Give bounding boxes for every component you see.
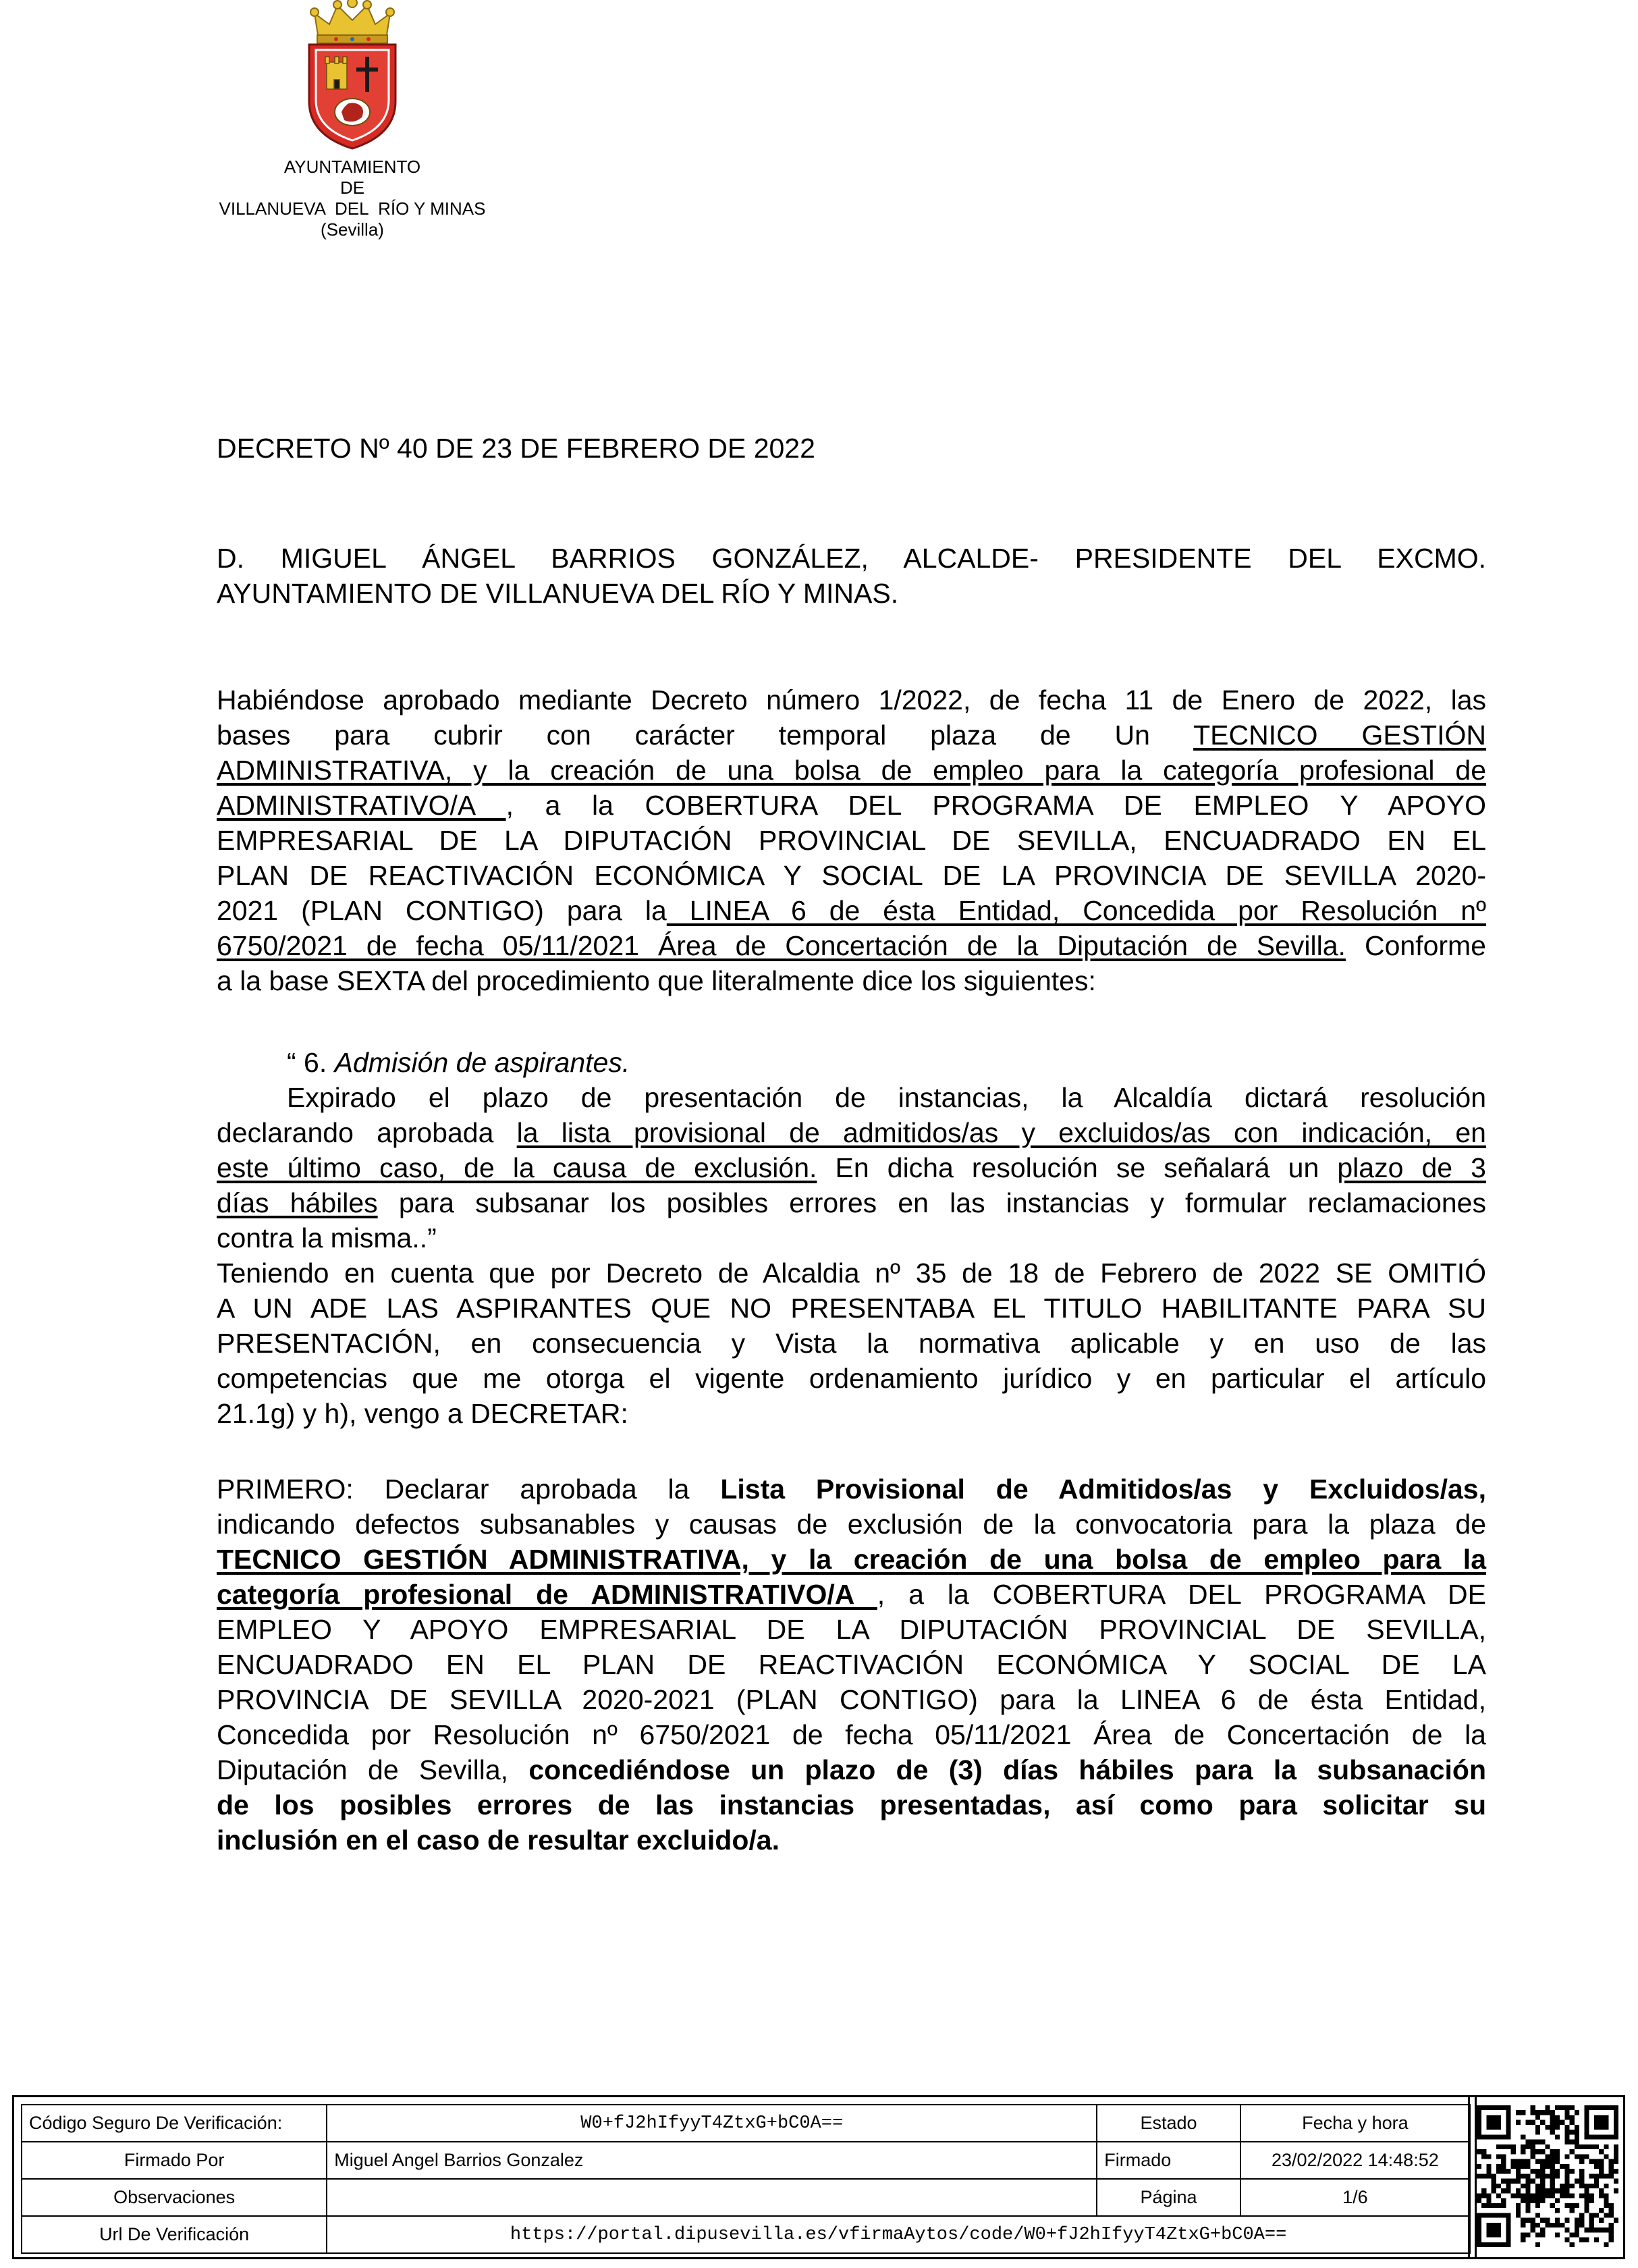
underlined-text: este último caso, de la causa de exclusión. bbox=[217, 1152, 817, 1183]
datetime-label: Fecha y hora bbox=[1240, 2105, 1470, 2142]
qr-code-box bbox=[1468, 2095, 1625, 2259]
paragraph-line: inclusión en el caso de resultar excluido/a. bbox=[217, 1825, 780, 1856]
paragraph-line: TECNICO GESTIÓN ADMINISTRATIVA, y la creación de una bolsa de empleo para la bbox=[217, 1544, 1486, 1575]
bold-underlined-text: categoría profesional de ADMINISTRATIVO/A bbox=[217, 1579, 877, 1610]
text-run: “ 6. bbox=[287, 1047, 335, 1078]
org-line: DE bbox=[339, 178, 365, 198]
table-row bbox=[22, 2216, 1470, 2253]
paragraph-line bbox=[217, 788, 1486, 823]
status-label: Estado bbox=[1097, 2105, 1240, 2142]
issuer-line: AYUNTAMIENTO DE VILLANUEVA DEL RÍO Y MINAS. bbox=[217, 578, 899, 609]
underlined-text: LINEA 6 de ésta Entidad, Concedida por Resolución nº bbox=[666, 895, 1486, 926]
bold-text: concediéndose un plazo de (3) días hábiles para la subsanación bbox=[528, 1754, 1486, 1785]
underlined-text: 6750/2021 de fecha 05/11/2021 Área de Concertación de la Diputación de Sevilla. bbox=[217, 930, 1346, 961]
org-line: (Sevilla) bbox=[321, 219, 384, 240]
paragraph-line bbox=[217, 893, 1486, 928]
datetime-value: 23/02/2022 14:48:52 bbox=[1240, 2142, 1470, 2179]
paragraph-line: PLAN DE REACTIVACIÓN ECONÓMICA Y SOCIAL DE LA PROVINCIA DE SEVILLA 2020- bbox=[217, 860, 1486, 891]
observations-value bbox=[327, 2179, 1097, 2216]
underlined-text: plazo de 3 bbox=[1337, 1152, 1486, 1183]
table-row bbox=[22, 2179, 1470, 2216]
quote-line bbox=[217, 1185, 1486, 1220]
table-row bbox=[22, 2105, 1470, 2142]
paragraph-line: EMPLEO Y APOYO EMPRESARIAL DE LA DIPUTACIÓN PROVINCIAL DE SEVILLA, bbox=[217, 1614, 1486, 1645]
paragraph-line: de los posibles errores de las instancias presentadas, así como para solicitar su bbox=[217, 1789, 1486, 1820]
text-run: PRIMERO: Declarar aprobada la bbox=[217, 1474, 721, 1505]
quote-heading bbox=[287, 1045, 1486, 1080]
paragraph-line: Habiéndose aprobado mediante Decreto número 1/2022, de fecha 11 de Enero de 2022, las bbox=[217, 684, 1486, 716]
paragraph-line: a la base SEXTA del procedimiento que literalmente dice los siguientes: bbox=[217, 965, 1096, 996]
paragraph-line: PROVINCIA DE SEVILLA 2020-2021 (PLAN CONTIGO) para la LINEA 6 de ésta Entidad, bbox=[217, 1684, 1486, 1715]
org-line: VILLANUEVA DEL RÍO Y MINAS bbox=[219, 198, 486, 219]
underlined-text: días hábiles bbox=[217, 1187, 378, 1218]
quote-line bbox=[217, 1115, 1486, 1150]
text-run: para subsanar los posibles errores en las instancias y formular reclamaciones bbox=[377, 1187, 1486, 1218]
quote-line: Expirado el plazo de presentación de instancias, la Alcaldía dictará resolución bbox=[287, 1082, 1486, 1113]
signature-table bbox=[21, 2104, 1471, 2254]
url-label: Url De Verificación bbox=[22, 2216, 327, 2253]
paragraph-line: ADMINISTRATIVA, y la creación de una bolsa de empleo para la categoría profesional de bbox=[217, 755, 1486, 786]
quote-line: contra la misma..” bbox=[217, 1222, 437, 1253]
bold-text: Lista Provisional de Admitidos/as y Excluidos/as, bbox=[720, 1474, 1486, 1505]
signed-by-label: Firmado Por bbox=[22, 2142, 327, 2179]
verification-url[interactable]: https://portal.dipusevilla.es/vfirmaAytos/code/W0+fJ2hIfyyT4ZtxG+bC0A== bbox=[327, 2216, 1470, 2253]
paragraph-line: Concedida por Resolución nº 6750/2021 de fecha 05/11/2021 Área de Concertación de la bbox=[217, 1719, 1486, 1750]
issuer-line: D. MIGUEL ÁNGEL BARRIOS GONZÁLEZ, ALCALDE- PRESIDENTE DEL EXCMO. bbox=[217, 543, 1486, 574]
status-value: Firmado bbox=[1097, 2142, 1240, 2179]
quote-line bbox=[217, 1150, 1486, 1185]
code-label: Código Seguro De Verificación: bbox=[22, 2105, 327, 2142]
paragraph-line bbox=[217, 1577, 1486, 1612]
paragraph-line bbox=[217, 718, 1486, 753]
underlined-text: la lista provisional de admitidos/as y excluidos/as con indicación, en bbox=[516, 1117, 1486, 1148]
text-run: Diputación de Sevilla, bbox=[217, 1754, 529, 1785]
shield-icon bbox=[309, 45, 395, 148]
municipality-name bbox=[216, 157, 489, 240]
paragraph-line: Teniendo en cuenta que por Decreto de Alcaldia nº 35 de 18 de Febrero de 2022 SE OMITIÓ bbox=[217, 1258, 1486, 1289]
qr-code-icon[interactable] bbox=[1477, 2105, 1618, 2247]
underlined-text: ADMINISTRATIVO/A bbox=[217, 790, 506, 821]
table-row bbox=[22, 2142, 1470, 2179]
paragraph-line: competencias que me otorga el vigente ordenamiento jurídico y en particular el artículo bbox=[217, 1363, 1486, 1394]
underlined-text: TECNICO GESTIÓN bbox=[1193, 720, 1486, 751]
paragraph-line bbox=[217, 1472, 1486, 1507]
org-line: AYUNTAMIENTO bbox=[283, 157, 421, 177]
paragraph-line: PRESENTACIÓN, en consecuencia y Vista la normativa aplicable y en uso de las bbox=[217, 1328, 1486, 1359]
coat-of-arms-icon bbox=[296, 0, 409, 151]
observations-label: Observaciones bbox=[22, 2179, 327, 2216]
text-run: , a la COBERTURA DEL PROGRAMA DE bbox=[877, 1579, 1486, 1610]
paragraph-line: EMPRESARIAL DE LA DIPUTACIÓN PROVINCIAL DE SEVILLA, ENCUADRADO EN EL bbox=[217, 825, 1486, 856]
paragraph-line: ENCUADRADO EN EL PLAN DE REACTIVACIÓN ECONÓMICA Y SOCIAL DE LA bbox=[217, 1649, 1486, 1680]
decree-title: DECRETO Nº 40 DE 23 DE FEBRERO DE 2022 bbox=[217, 433, 815, 464]
crown-icon bbox=[310, 0, 394, 43]
text-run: Conforme bbox=[1345, 930, 1486, 961]
signature-verification-box bbox=[12, 2095, 1477, 2259]
signer-name: Miguel Angel Barrios Gonzalez bbox=[327, 2142, 1097, 2179]
text-run: , a la COBERTURA DEL PROGRAMA DE EMPLEO Y APOYO bbox=[506, 790, 1486, 821]
page-value: 1/6 bbox=[1240, 2179, 1470, 2216]
page-label: Página bbox=[1097, 2179, 1240, 2216]
paragraph-line bbox=[217, 928, 1486, 963]
text-run: declarando aprobada bbox=[217, 1117, 517, 1148]
paragraph-line: indicando defectos subsanables y causas de exclusión de la convocatoria para la plaza de bbox=[217, 1509, 1486, 1540]
paragraph-line bbox=[217, 1752, 1486, 1787]
italic-text: Admisión de aspirantes. bbox=[334, 1047, 630, 1078]
text-run: 2021 (PLAN CONTIGO) para la bbox=[217, 895, 667, 926]
paragraph-line: 21.1g) y h), vengo a DECRETAR: bbox=[217, 1398, 628, 1429]
verification-code: W0+fJ2hIfyyT4ZtxG+bC0A== bbox=[327, 2105, 1097, 2142]
text-run: bases para cubrir con carácter temporal plaza de Un bbox=[217, 720, 1194, 751]
paragraph-line: A UN ADE LAS ASPIRANTES QUE NO PRESENTABA EL TITULO HABILITANTE PARA SU bbox=[217, 1293, 1486, 1324]
text-run: En dicha resolución se señalará un bbox=[817, 1152, 1338, 1183]
